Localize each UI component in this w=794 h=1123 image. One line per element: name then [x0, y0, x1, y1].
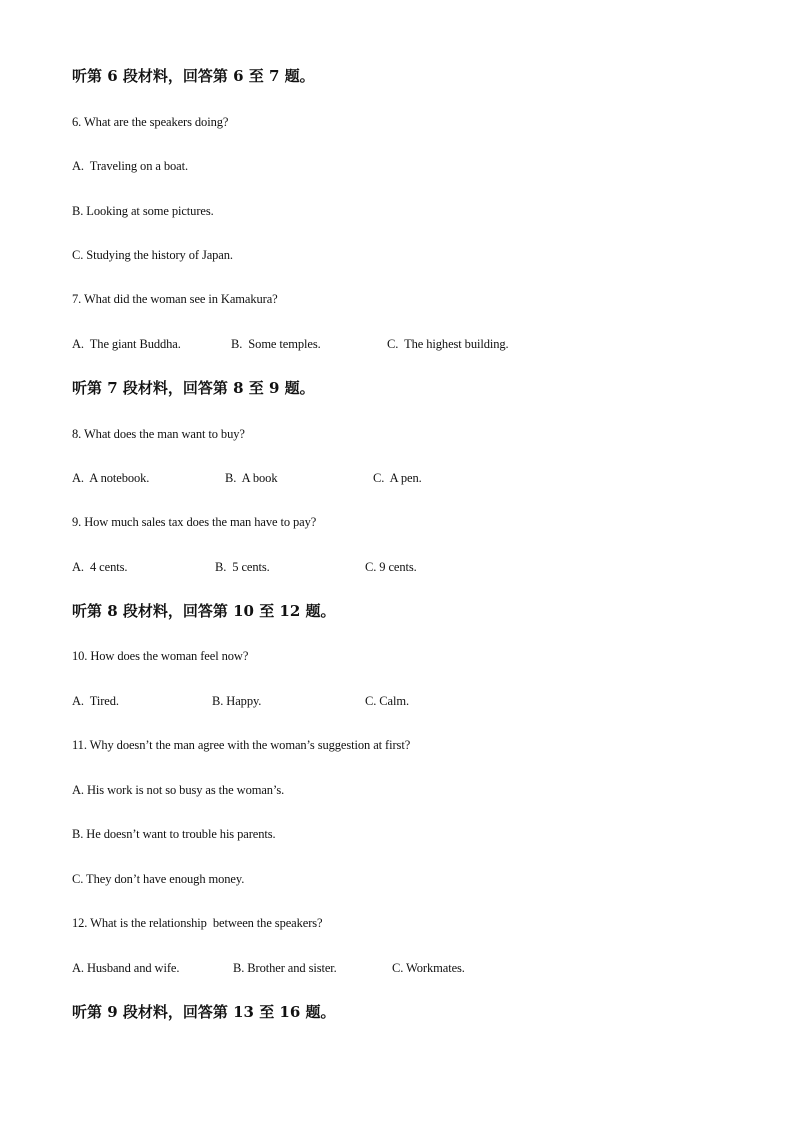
answer-option: C. Calm.	[365, 694, 409, 708]
answer-option: A. Husband and wife.	[72, 961, 180, 975]
answer-option: B. Looking at some pictures.	[72, 204, 214, 218]
question-text: 12. What is the relationship between the speakers?	[72, 916, 323, 930]
question-text: 10. How does the woman feel now?	[72, 649, 249, 663]
question-text: 8. What does the man want to buy?	[72, 427, 245, 441]
question-text: 11. Why doesn’t the man agree with the woman’s suggestion at first?	[72, 738, 411, 752]
answer-option: C. Workmates.	[392, 961, 465, 975]
section-heading: 听第 6 段材料，回答第 6 至 7 题。	[72, 67, 315, 85]
answer-option: B. A book	[225, 471, 278, 485]
answer-option: B. Some temples.	[231, 337, 321, 351]
answer-option: C. The highest building.	[387, 337, 509, 351]
answer-option: A. Traveling on a boat.	[72, 159, 188, 173]
answer-option: B. Brother and sister.	[233, 961, 337, 975]
answer-option: A. His work is not so busy as the woman’s.	[72, 783, 285, 797]
question-text: 9. How much sales tax does the man have to pay?	[72, 515, 317, 529]
section-heading: 听第 9 段材料，回答第 13 至 16 题。	[72, 1003, 336, 1021]
answer-option: B. Happy.	[212, 694, 262, 708]
section-heading: 听第 7 段材料，回答第 8 至 9 题。	[72, 379, 315, 397]
answer-option: C. 9 cents.	[365, 560, 417, 574]
answer-option: B. 5 cents.	[215, 560, 270, 574]
question-text: 7. What did the woman see in Kamakura?	[72, 292, 278, 306]
answer-option: A. A notebook.	[72, 471, 150, 485]
answer-option: A. The giant Buddha.	[72, 337, 181, 351]
answer-option: A. 4 cents.	[72, 560, 128, 574]
section-heading: 听第 8 段材料，回答第 10 至 12 题。	[72, 602, 336, 620]
answer-option: B. He doesn’t want to trouble his parents.	[72, 827, 276, 841]
answer-option: A. Tired.	[72, 694, 119, 708]
question-text: 6. What are the speakers doing?	[72, 115, 229, 129]
answer-option: C. They don’t have enough money.	[72, 872, 245, 886]
answer-option: C. Studying the history of Japan.	[72, 248, 233, 262]
answer-option: C. A pen.	[373, 471, 422, 485]
